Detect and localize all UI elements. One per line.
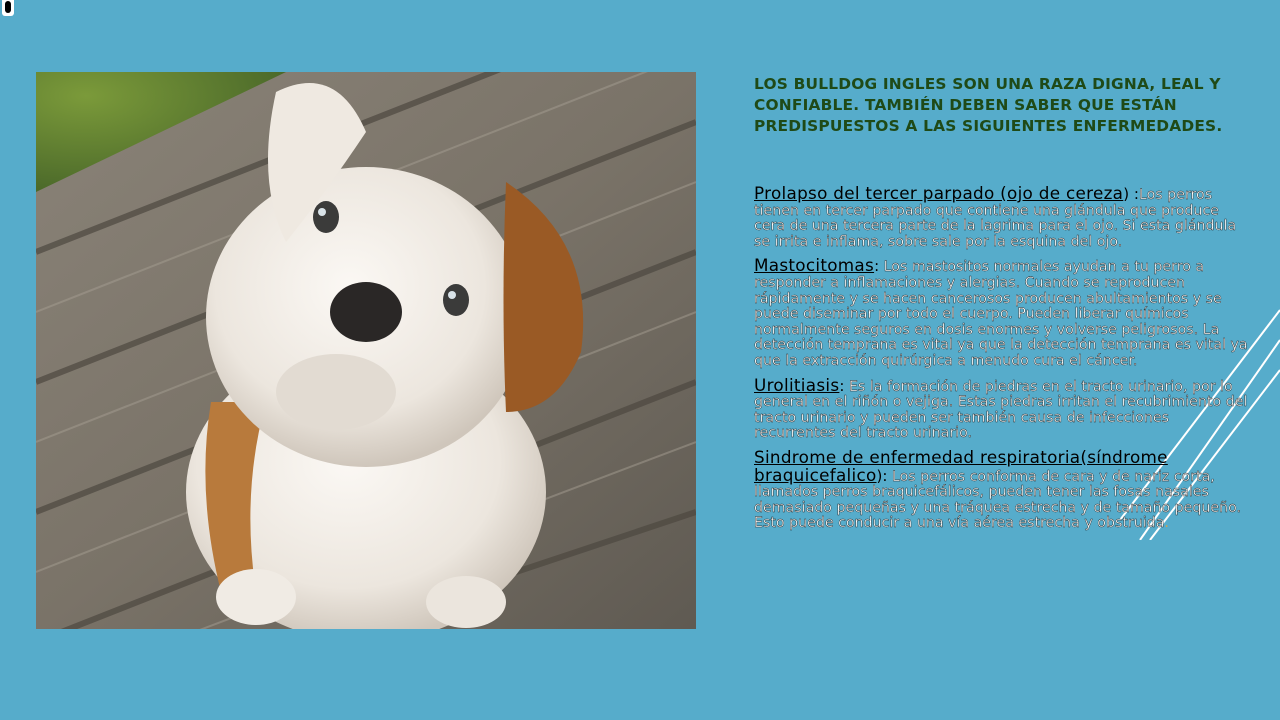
disease-list: [754, 183, 1250, 540]
slide-corner-mark: [2, 0, 14, 16]
disease-separator: ) :: [1123, 185, 1139, 203]
disease-separator: :: [874, 257, 880, 276]
disease-term: Mastocitomas: [754, 255, 875, 276]
disease-term: Urolitiasis: [754, 374, 840, 395]
disease-description: Los perros tienen en tercer parpado que contiene una glándula que produce cera de una tercera parte de la lagrima para el ojo. Si esta glándula se irrita e inflama, sobre sale por la esquina del ojo.: [754, 187, 1237, 250]
slide-heading: LOS BULLDOG INGLES SON UNA RAZA DIGNA, LEAL Y CONFIABLE. TAMBIÉN DEBEN SABER QUE ESTÁN PREDISPUESTOS A LAS SIGUIENTES ENFERMEDADES.: [754, 75, 1223, 135]
disease-separator: ):: [876, 466, 888, 485]
disease-term: Sindrome de enfermedad respiratoria(síndrome braquicefalico: [754, 446, 1168, 485]
bulldog-puppy-photo: [36, 72, 696, 629]
disease-description: Es la formación de piedras en el tracto urinario, por lo general en el riñón o vejiga. Estas piedras irritan el recubrimiento del tracto urinario y pueden ser también causa de infecciones recurrentes del tracto urinario.: [754, 378, 1248, 442]
disease-item-urolitiasis: [754, 374, 1250, 442]
disease-description: Los mastositos normales ayudan a tu perro a responder a inflamaciones y alergias. Cuando se reproducen rápidamente y se hacen cancerosos producen abultamientos y se puede diseminar por todo el cuerpo. Pueden liberar químicos normalmente seguros en dosis enormes y volverse peligrosos. La detección temprana es vital ya que la detección temprana es vital ya que la extracción quirúrgica a menudo cura el cáncer.: [754, 259, 1248, 369]
disease-end-mark: .: [1164, 515, 1169, 532]
disease-item-mastocitomas: [754, 255, 1250, 369]
disease-term: Prolapso del tercer parpado (ojo de cereza: [754, 183, 1124, 203]
disease-description: Los perros conforma de cara y de nariz corta, llamados perros braquicefálicos, pueden tener las fosas nasales demasiado pequeñas y una tráquea estrecha y de tamaño pequeño. Esto puede conducir a una vía aérea estrecha y obstruida: [754, 468, 1242, 532]
bulldog-puppy-image: [36, 72, 696, 629]
disease-item-prolapso: [754, 183, 1250, 250]
disease-item-braquicefalico: [754, 446, 1250, 532]
disease-separator: :: [839, 376, 845, 395]
